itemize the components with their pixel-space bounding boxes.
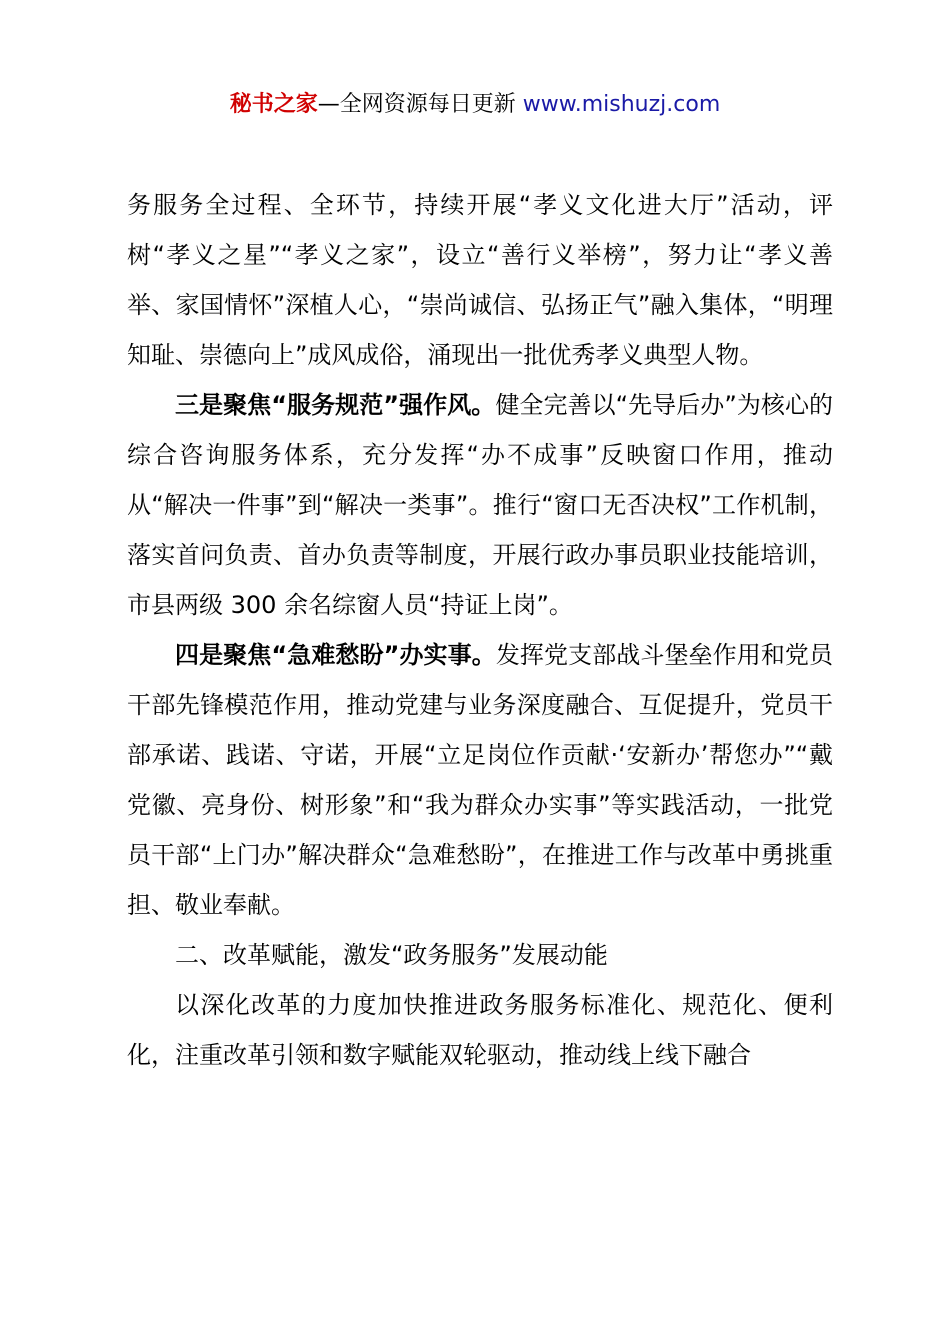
paragraph-service-standards bbox=[127, 380, 833, 630]
site-header bbox=[0, 88, 950, 122]
site-url-link[interactable]: www.mishuzj.com bbox=[522, 92, 721, 117]
section-heading: 二、改革赋能，激发“政务服务”发展动能 bbox=[175, 941, 608, 969]
document-body bbox=[127, 180, 833, 1080]
paragraph-reform: 以深化改革的力度加快推进政务服务标准化、规范化、便利化，注重改革引领和数字赋能双轮驱动，推动线上线下融合 bbox=[127, 991, 833, 1069]
paragraph-text: 发挥党支部战斗堡垒作用和党员干部先锋模范作用，推动党建与业务深度融合、互促提升，党员干部承诺、践诺、守诺，开展“立足岗位作贡献·‘安新办’帮您办”“戴党徽、亮身份、树形象”和“我为群众办实事”等实践活动，一批党员干部“上门办”解决群众“急难愁盼”，在推进工作与改革中勇挑重担、敬业奉献。 bbox=[127, 641, 834, 919]
paragraph-urgent-needs bbox=[127, 630, 833, 930]
paragraph-lead-bold: 四是聚焦“急难愁盼”办实事。 bbox=[175, 641, 496, 669]
brand-name: 秘书之家 bbox=[229, 92, 318, 117]
tagline: —全网资源每日更新 bbox=[317, 92, 523, 117]
paragraph-text: 健全完善以“先导后办”为核心的综合咨询服务体系，充分发挥“办不成事”反映窗口作用，推动从“解决一件事”到“解决一类事”。推行“窗口无否决权”工作机制，落实首问负责、首办负责等制度，开展行政办事员职业技能培训，市县两级 300 余名综窗人员“持证上岗”。 bbox=[127, 391, 833, 619]
paragraph-continuation: 务服务全过程、全环节，持续开展“孝义文化进大厅”活动，评树“孝义之星”“孝义之家”，设立“善行义举榜”，努力让“孝义善举、家国情怀”深植人心，“崇尚诚信、弘扬正气”融入集体，“明理知耻、崇德向上”成风成俗，涌现出一批优秀孝义典型人物。 bbox=[127, 191, 833, 369]
paragraph-lead-bold: 三是聚焦“服务规范”强作风。 bbox=[175, 391, 496, 419]
